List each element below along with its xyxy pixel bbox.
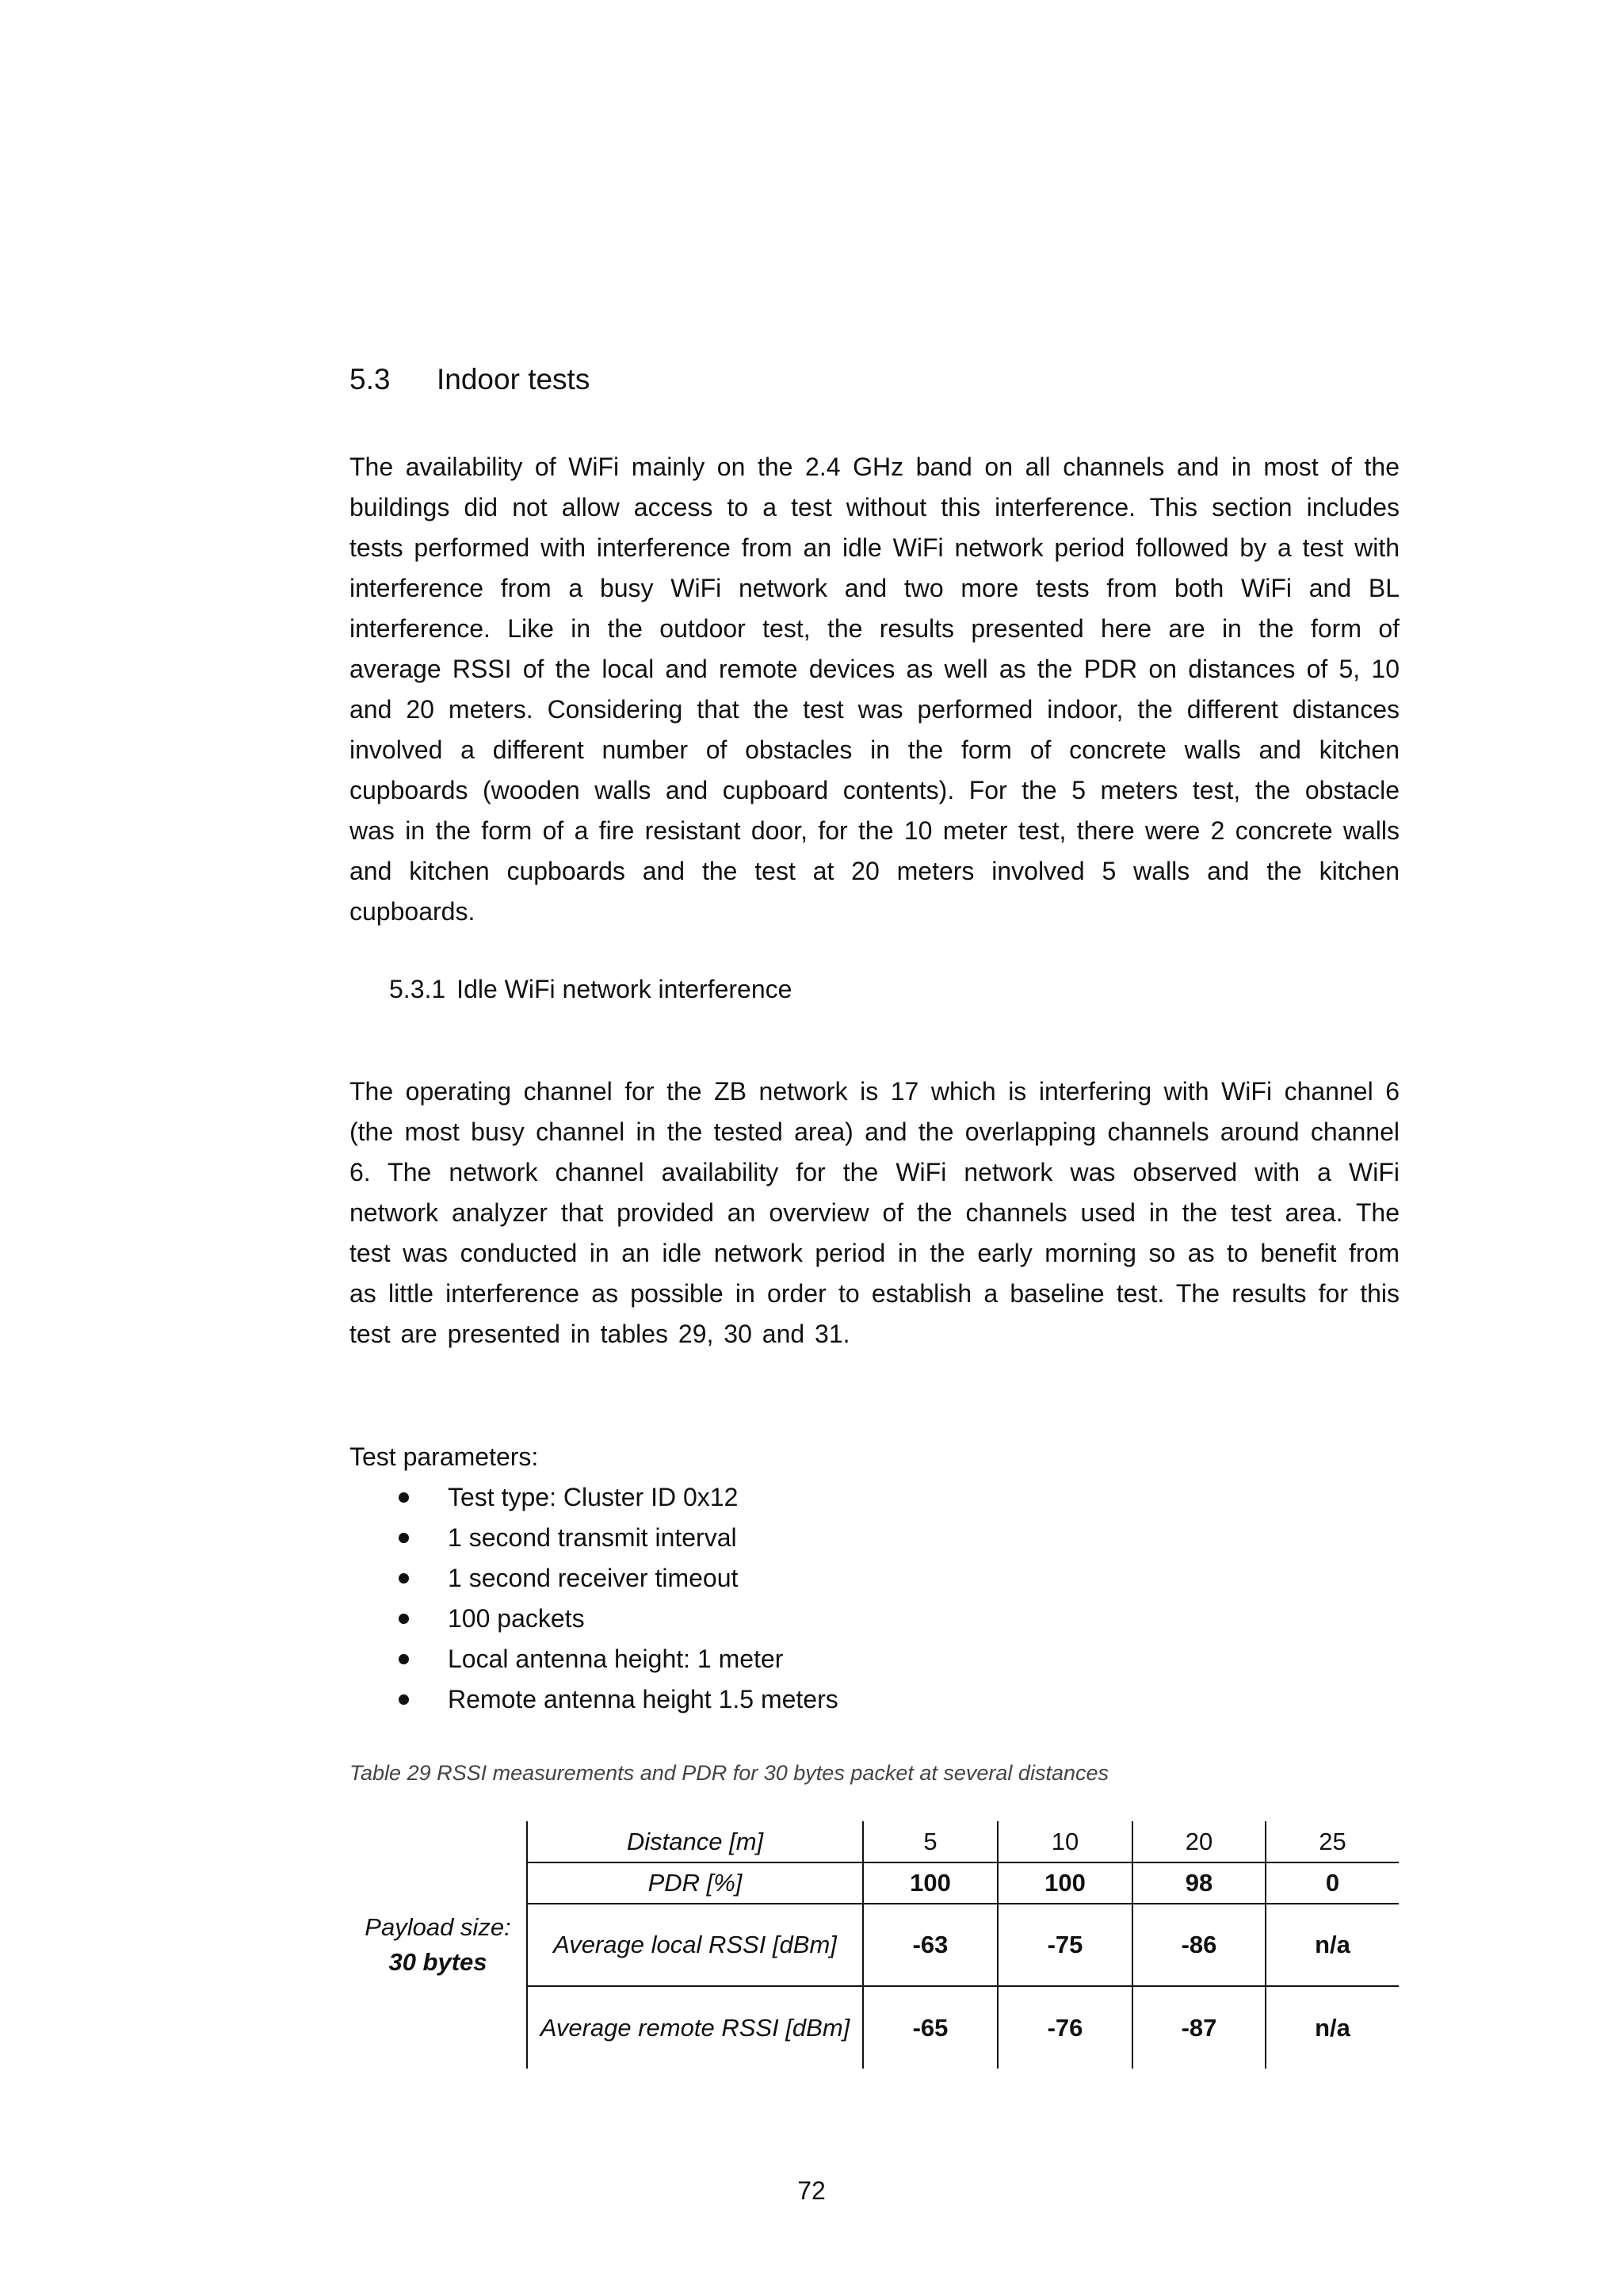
subsection-heading xyxy=(389,975,792,1004)
rssi-pdr-table xyxy=(349,1821,1399,2069)
list-item: Test type: Cluster ID 0x12 xyxy=(349,1477,838,1518)
table-cell: 98 xyxy=(1132,1862,1266,1904)
bullet-icon xyxy=(399,1654,409,1664)
subsection-number: 5.3.1 xyxy=(389,975,446,1003)
section-heading xyxy=(349,363,590,396)
row-label-local-rssi: Average local RSSI [dBm] xyxy=(527,1904,863,1986)
bullet-icon xyxy=(399,1694,409,1705)
row-label-pdr: PDR [%] xyxy=(527,1862,863,1904)
table-cell: 100 xyxy=(863,1862,998,1904)
row-label-distance: Distance [m] xyxy=(527,1821,863,1862)
table-cell: -86 xyxy=(1132,1904,1266,1986)
test-parameters-list xyxy=(349,1477,838,1720)
table-caption: Table 29 RSSI measurements and PDR for 30 bytes packet at several distances xyxy=(349,1761,1109,1785)
section-number: 5.3 xyxy=(349,363,391,395)
table-cell: n/a xyxy=(1266,1986,1399,2069)
section-title: Indoor tests xyxy=(437,363,590,395)
table-cell: -75 xyxy=(998,1904,1132,1986)
subsection-title: Idle WiFi network interference xyxy=(456,975,792,1003)
table-cell: 20 xyxy=(1132,1821,1266,1862)
list-item: 1 second receiver timeout xyxy=(349,1558,838,1599)
table-cell: 25 xyxy=(1266,1821,1399,1862)
table-cell: 0 xyxy=(1266,1862,1399,1904)
bullet-icon xyxy=(399,1614,409,1624)
paragraph-intro: The availability of WiFi mainly on the 2.4 GHz band on all channels and in most of the buildings did not allow access to a test without this interference. This section includes tests performed with interference from an idle WiFi network period followed by a test with interference from a busy WiFi network and two more tests from both WiFi and BL interference. Like in the outdoor test, the results presented here are in the form of average RSSI of the local and remote devices as well as the PDR on distances of 5, 10 and 20 meters. Considering that the test was performed indoor, the different distances involved a different number of obstacles in the form of concrete walls and kitchen cupboards (wooden walls and cupboard contents). For the 5 meters test, the obstacle was in the form of a fire resistant door, for the 10 meter test, there were 2 concrete walls and kitchen cupboards and the test at 20 meters involved 5 walls and the kitchen cupboards. xyxy=(349,453,1400,926)
page-number: 72 xyxy=(797,2176,826,2205)
list-item: 100 packets xyxy=(349,1599,838,1639)
payload-size-label: Payload size: 30 bytes xyxy=(365,1913,511,1976)
list-item: Local antenna height: 1 meter xyxy=(349,1639,838,1679)
bullet-icon xyxy=(399,1492,409,1503)
bullet-icon xyxy=(399,1573,409,1584)
table-cell: n/a xyxy=(1266,1904,1399,1986)
test-parameters-label: Test parameters: xyxy=(349,1442,539,1471)
table-cell: 10 xyxy=(998,1821,1132,1862)
table-cell: -63 xyxy=(863,1904,998,1986)
paragraph-idle-wifi: The operating channel for the ZB network is 17 which is interfering with WiFi channel 6 (the most busy channel in the tested area) and the overlapping channels around channel 6. The network channel availability for the WiFi network was observed with a WiFi network analyzer that provided an overview of the channels used in the test area. The test was conducted in an idle network period in the early morning so as to benefit from as little interference as possible in order to establish a baseline test. The results for this test are presented in tables 29, 30 and 31. xyxy=(349,1077,1400,1348)
bullet-icon xyxy=(399,1533,409,1543)
list-item: 1 second transmit interval xyxy=(349,1518,838,1558)
row-label-remote-rssi: Average remote RSSI [dBm] xyxy=(527,1986,863,2069)
table-cell: -65 xyxy=(863,1986,998,2069)
table-cell: 100 xyxy=(998,1862,1132,1904)
list-item: Remote antenna height 1.5 meters xyxy=(349,1679,838,1720)
table-cell: -76 xyxy=(998,1986,1132,2069)
table-cell: 5 xyxy=(863,1821,998,1862)
table-cell: -87 xyxy=(1132,1986,1266,2069)
